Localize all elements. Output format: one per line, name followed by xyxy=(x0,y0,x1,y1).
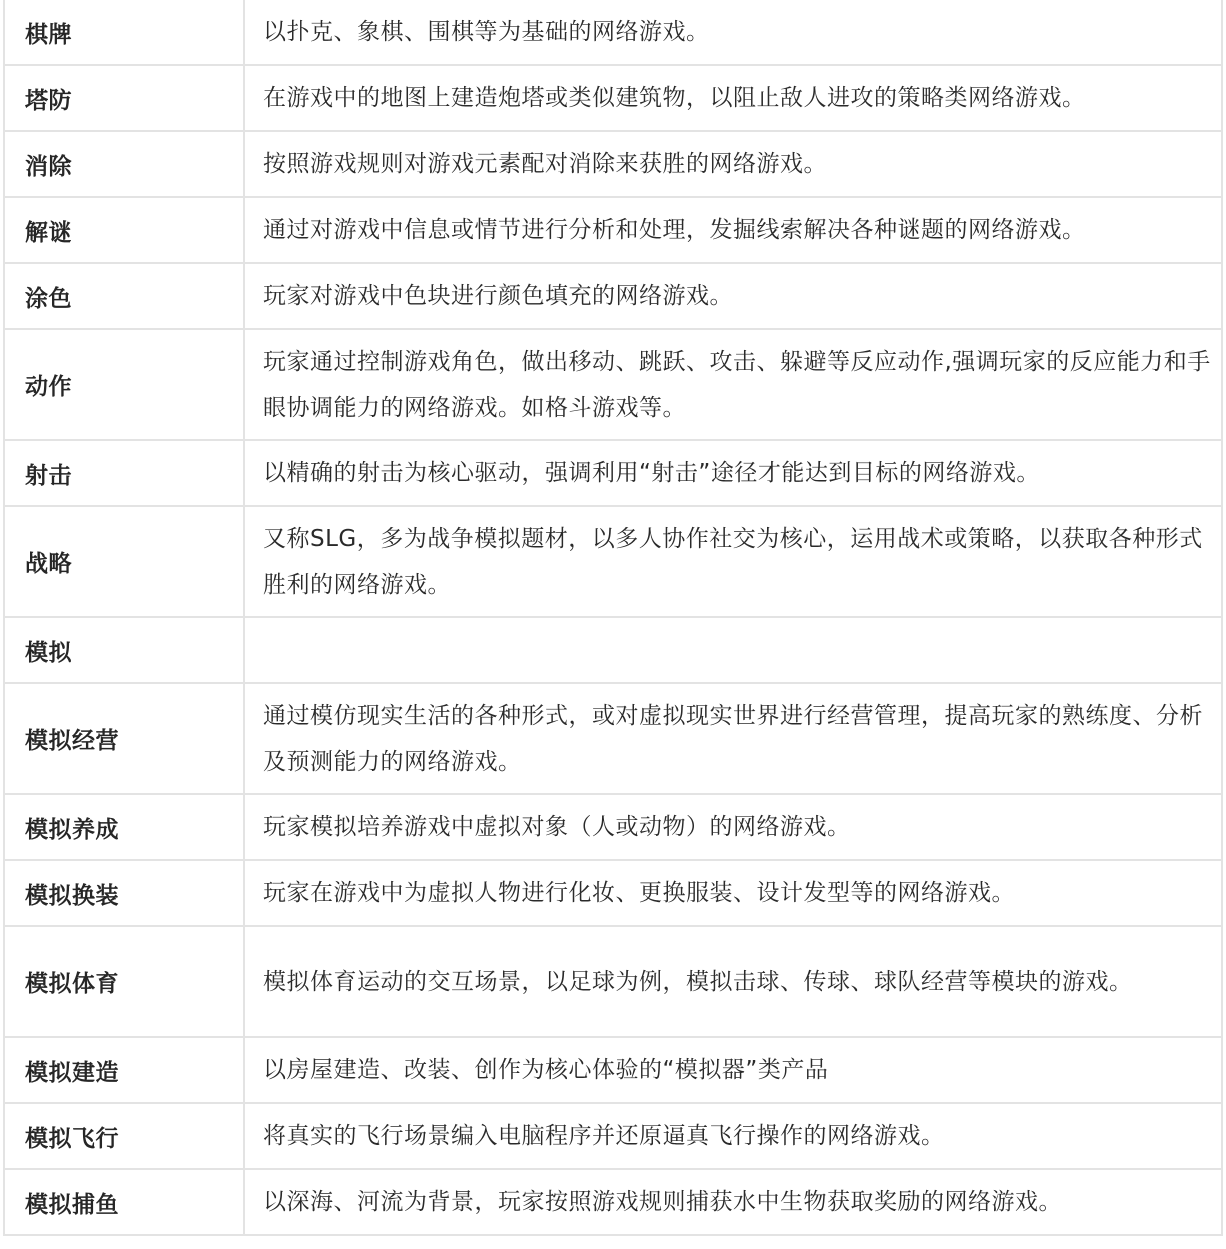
genre-name: 战略 xyxy=(4,506,244,617)
table-row xyxy=(4,794,1222,860)
genre-description: 以房屋建造、改装、创作为核心体验的“模拟器”类产品 xyxy=(244,1037,1222,1103)
table-row xyxy=(4,0,1222,65)
table-row xyxy=(4,683,1222,794)
genre-name: 模拟建造 xyxy=(4,1037,244,1103)
genre-description: 按照游戏规则对游戏元素配对消除来获胜的网络游戏。 xyxy=(244,131,1222,197)
genre-description: 通过对游戏中信息或情节进行分析和处理，发掘线索解决各种谜题的网络游戏。 xyxy=(244,197,1222,263)
genre-name: 模拟换装 xyxy=(4,860,244,926)
genre-name: 解谜 xyxy=(4,197,244,263)
table-row xyxy=(4,1037,1222,1103)
table-row xyxy=(4,263,1222,329)
genre-name: 塔防 xyxy=(4,65,244,131)
table-row xyxy=(4,197,1222,263)
genre-description: 又称SLG，多为战争模拟题材，以多人协作社交为核心，运用战术或策略，以获取各种形式胜利的网络游戏。 xyxy=(244,506,1222,617)
game-genre-table xyxy=(3,0,1223,1236)
genre-name: 模拟养成 xyxy=(4,794,244,860)
genre-name: 消除 xyxy=(4,131,244,197)
genre-name: 棋牌 xyxy=(4,0,244,65)
genre-description: 在游戏中的地图上建造炮塔或类似建筑物，以阻止敌人进攻的策略类网络游戏。 xyxy=(244,65,1222,131)
genre-description: 将真实的飞行场景编入电脑程序并还原逼真飞行操作的网络游戏。 xyxy=(244,1103,1222,1169)
genre-name: 模拟体育 xyxy=(4,926,244,1037)
genre-name: 模拟经营 xyxy=(4,683,244,794)
genre-description: 玩家在游戏中为虚拟人物进行化妆、更换服装、设计发型等的网络游戏。 xyxy=(244,860,1222,926)
table-row xyxy=(4,329,1222,440)
genre-name: 模拟飞行 xyxy=(4,1103,244,1169)
genre-description: 模拟体育运动的交互场景，以足球为例，模拟击球、传球、球队经营等模块的游戏。 xyxy=(244,926,1222,1037)
table-row xyxy=(4,1103,1222,1169)
table-row xyxy=(4,131,1222,197)
table-row xyxy=(4,65,1222,131)
genre-description: 玩家模拟培养游戏中虚拟对象（人或动物）的网络游戏。 xyxy=(244,794,1222,860)
genre-description: 玩家通过控制游戏角色，做出移动、跳跃、攻击、躲避等反应动作,强调玩家的反应能力和手眼协调能力的网络游戏。如格斗游戏等。 xyxy=(244,329,1222,440)
table-row xyxy=(4,506,1222,617)
table-row xyxy=(4,860,1222,926)
genre-description xyxy=(244,617,1222,683)
genre-description: 玩家对游戏中色块进行颜色填充的网络游戏。 xyxy=(244,263,1222,329)
genre-description: 通过模仿现实生活的各种形式，或对虚拟现实世界进行经营管理，提高玩家的熟练度、分析及预测能力的网络游戏。 xyxy=(244,683,1222,794)
genre-name: 动作 xyxy=(4,329,244,440)
table-row xyxy=(4,617,1222,683)
genre-description: 以精确的射击为核心驱动，强调利用“射击”途径才能达到目标的网络游戏。 xyxy=(244,440,1222,506)
table-row xyxy=(4,1169,1222,1235)
table-row xyxy=(4,440,1222,506)
genre-name: 涂色 xyxy=(4,263,244,329)
genre-name: 射击 xyxy=(4,440,244,506)
genre-description: 以扑克、象棋、围棋等为基础的网络游戏。 xyxy=(244,0,1222,65)
genre-name: 模拟捕鱼 xyxy=(4,1169,244,1235)
genre-name: 模拟 xyxy=(4,617,244,683)
table-row xyxy=(4,926,1222,1037)
genre-description: 以深海、河流为背景，玩家按照游戏规则捕获水中生物获取奖励的网络游戏。 xyxy=(244,1169,1222,1235)
